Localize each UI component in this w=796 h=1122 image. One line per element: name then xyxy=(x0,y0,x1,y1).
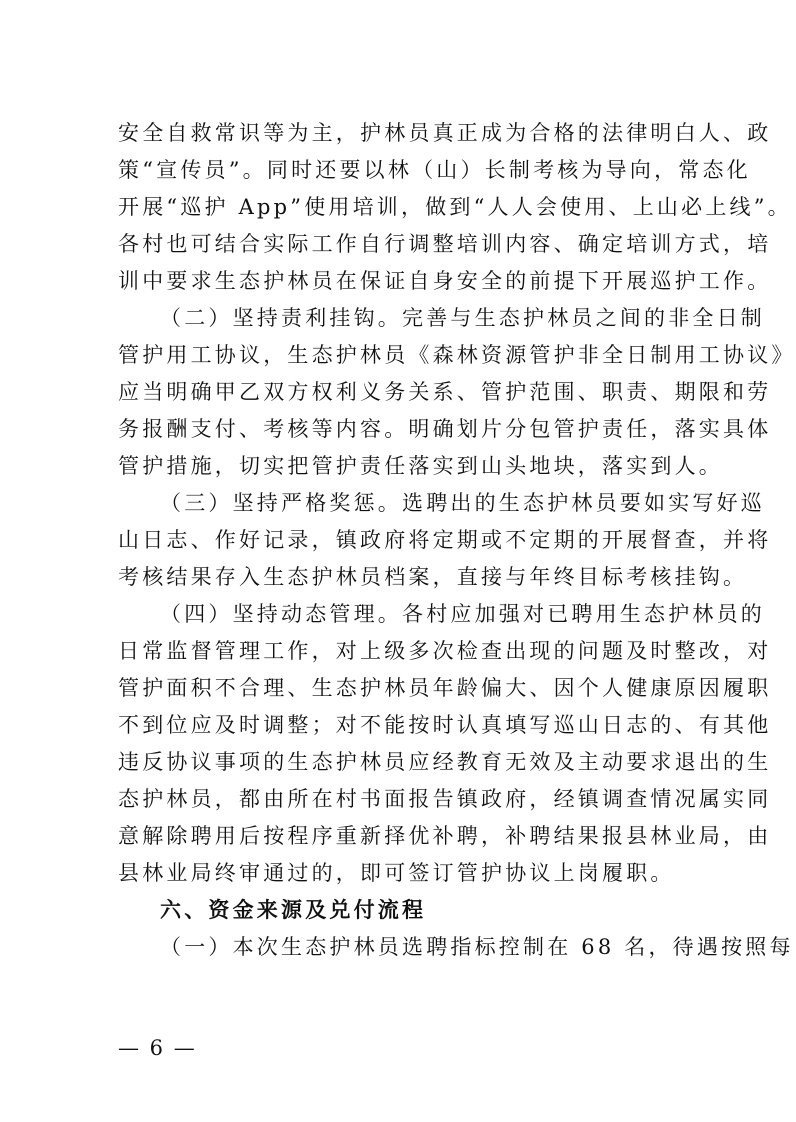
text-line: 管护面积不合理、生态护林员年龄偏大、因个人健康原因履职 xyxy=(118,676,772,700)
text-line: 意解除聘用后按程序重新择优补聘，补聘结果报县林业局，由 xyxy=(118,824,772,848)
text-line: （四）坚持动态管理。各村应加强对已聘用生态护林员的 xyxy=(160,602,765,626)
text-line: 日常监督管理工作，对上级多次检查出现的问题及时整改，对 xyxy=(118,639,772,663)
text-line: 考核结果存入生态护林员档案，直接与年终目标考核挂钩。 xyxy=(118,565,748,589)
text-line: 山日志、作好记录，镇政府将定期或不定期的开展督查，并将 xyxy=(118,528,772,552)
text-line: 安全自救常识等为主，护林员真正成为合格的法律明白人、政 xyxy=(118,121,772,145)
text-line: 策“宣传员”。同时还要以林（山）长制考核为导向，常态化 xyxy=(118,158,751,182)
text-line: （二）坚持责利挂钩。完善与生态护林员之间的非全日制 xyxy=(160,306,765,330)
text-line: 违反协议事项的生态护林员应经教育无效及主动要求退出的生 xyxy=(118,750,772,774)
text-line: 县林业局终审通过的，即可签订管护协议上岗履职。 xyxy=(118,861,675,885)
text-line: 各村也可结合实际工作自行调整培训内容、确定培训方式，培 xyxy=(118,232,772,256)
text-line: （一）本次生态护林员选聘指标控制在 68 名，待遇按照每 xyxy=(160,935,794,959)
text-line: 管护用工协议，生态护林员《森林资源管护非全日制用工协议》 xyxy=(118,343,796,367)
section-heading: 六、资金来源及兑付流程 xyxy=(160,898,427,922)
text-line: 务报酬支付、考核等内容。明确划片分包管护责任，落实具体 xyxy=(118,417,772,441)
text-line: 态护林员，都由所在村书面报告镇政府，经镇调查情况属实同 xyxy=(118,787,772,811)
text-line: 管护措施，切实把管护责任落实到山头地块，落实到人。 xyxy=(118,454,723,478)
text-line: 训中要求生态护林员在保证自身安全的前提下开展巡护工作。 xyxy=(118,269,772,293)
text-line: 应当明确甲乙双方权利义务关系、管护范围、职责、期限和劳 xyxy=(118,380,772,404)
text-line: 不到位应及时调整；对不能按时认真填写巡山日志的、有其他 xyxy=(118,713,772,737)
text-line: 开展“巡护 App”使用培训，做到“人人会使用、上山必上线”。 xyxy=(118,195,792,219)
text-line: （三）坚持严格奖惩。选聘出的生态护林员要如实写好巡 xyxy=(160,491,765,515)
body-text xyxy=(118,115,796,966)
page-number: — 6 — xyxy=(118,1036,197,1060)
